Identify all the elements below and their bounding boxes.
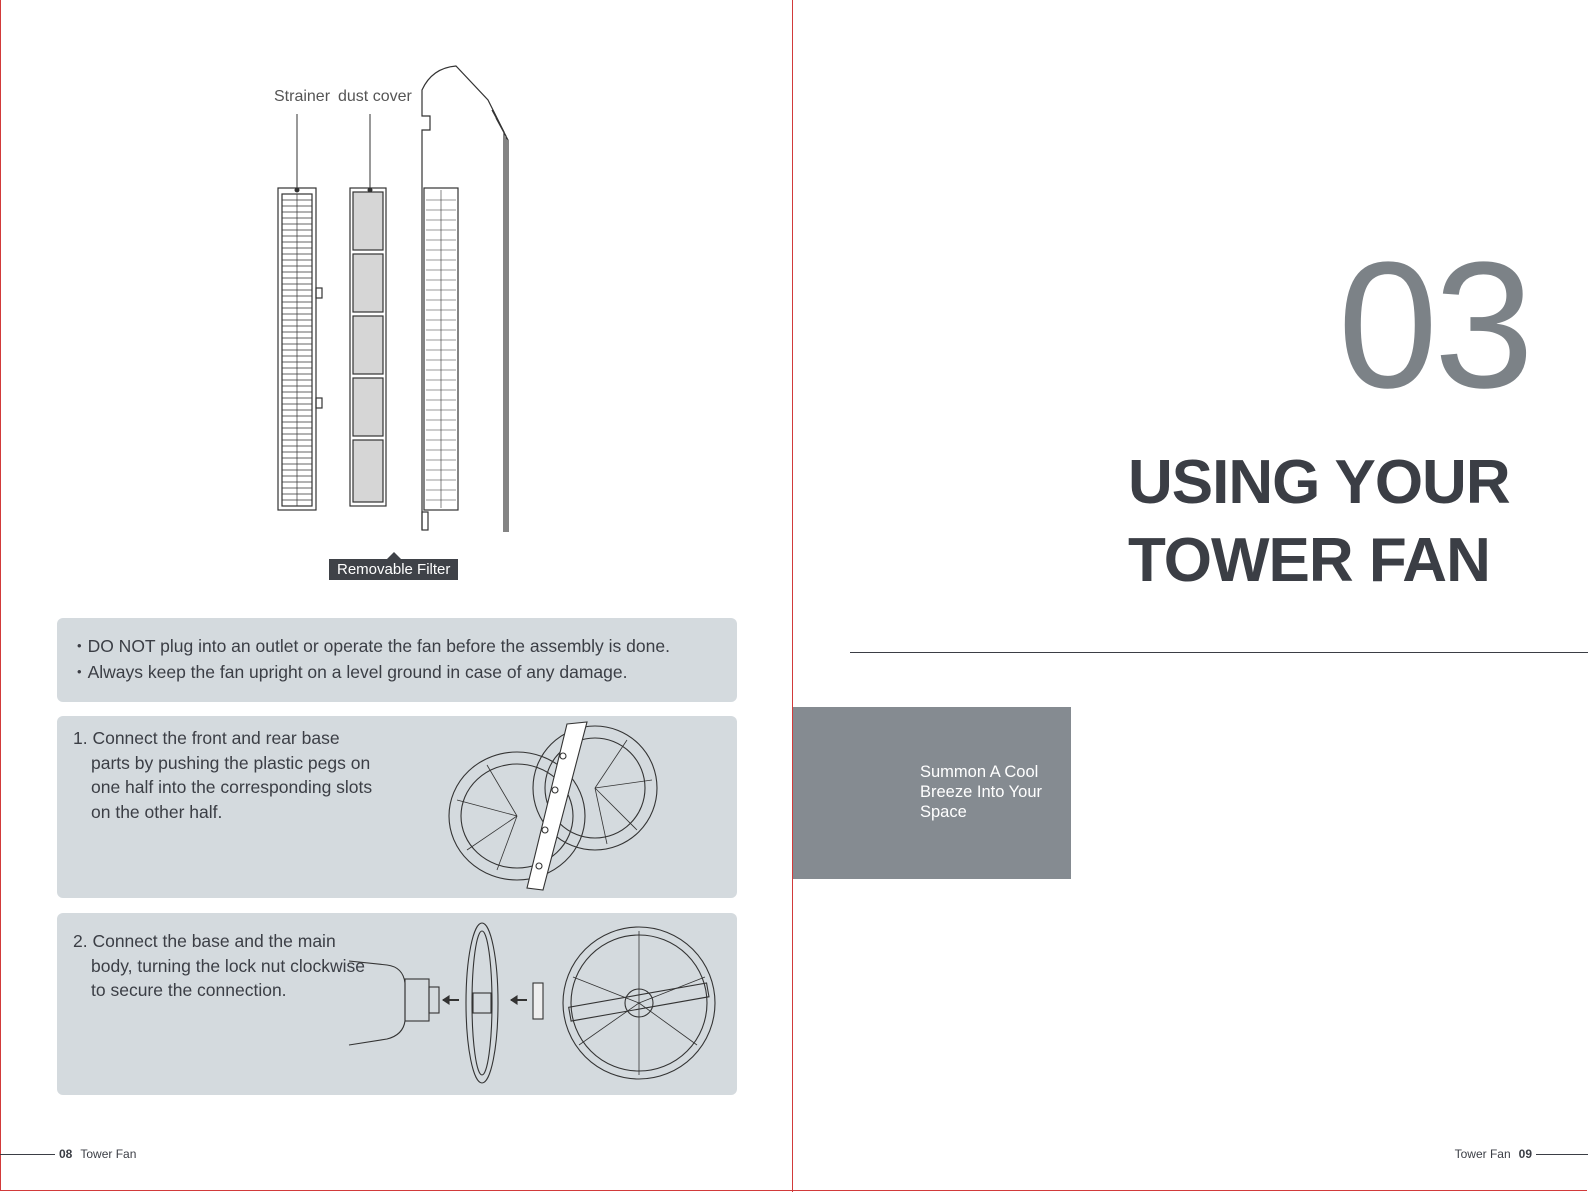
fan-body-illustration — [422, 66, 508, 532]
base-halves-illustration — [447, 720, 667, 892]
step-1-panel — [57, 716, 737, 898]
warning-item: • DO NOT plug into an outlet or operate the fan before the assembly is done. — [77, 634, 737, 660]
step-1-text: 1. Connect the front and rear base parts by pushing the plastic pegs on one half into the corresponding slots on the other half. — [73, 728, 373, 822]
chapter-title-line-2: TOWER FAN — [1128, 526, 1490, 595]
step-2-text: 2. Connect the base and the main body, turning the lock nut clockwise to secure the connection. — [73, 931, 365, 1000]
footer-label-left: Tower Fan — [80, 1147, 137, 1161]
chapter-title-line-1: USING YOUR — [1128, 448, 1510, 517]
tagline-box — [793, 707, 1071, 879]
footer-rule — [0, 1154, 55, 1155]
warning-item: • Always keep the fan upright on a level ground in case of any damage. — [77, 660, 737, 686]
page-number-right: 09 — [1518, 1147, 1532, 1161]
footer-left — [0, 1147, 136, 1161]
page-number-left: 08 — [59, 1147, 73, 1161]
removable-filter-label: Removable Filter — [329, 559, 458, 580]
tagline-text: Summon A Cool Breeze Into Your Space — [920, 763, 1043, 821]
strainer-illustration — [278, 188, 322, 510]
step-2-panel — [57, 913, 737, 1095]
chapter-title — [1128, 444, 1510, 600]
footer-right — [1455, 1147, 1588, 1161]
base-mount-illustration — [347, 917, 727, 1089]
dust-cover-label: dust cover — [338, 88, 412, 105]
chapter-number: 03 — [1337, 225, 1530, 426]
filter-diagram — [260, 60, 540, 590]
strainer-label: Strainer — [274, 88, 331, 105]
callout-leaders — [295, 114, 372, 192]
warning-panel — [57, 618, 737, 702]
footer-rule — [1536, 1154, 1588, 1155]
chapter-divider — [850, 652, 1588, 653]
dust-cover-illustration — [350, 188, 386, 506]
page-spine — [792, 0, 793, 1192]
footer-label-right: Tower Fan — [1454, 1147, 1511, 1161]
